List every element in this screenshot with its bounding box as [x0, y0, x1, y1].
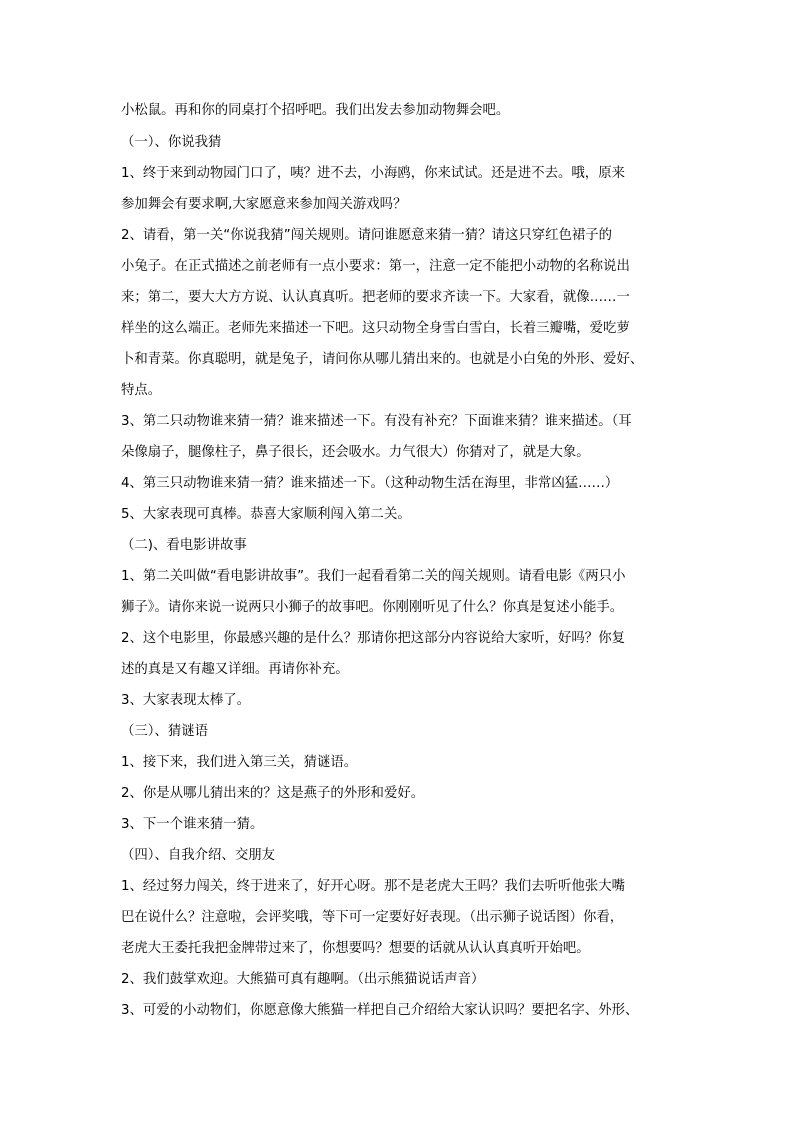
section-heading-2: （二)、看电影讲故事 — [121, 538, 247, 553]
section-heading-4: （四）、自我介绍、交朋友 — [121, 848, 275, 863]
text-line-22: 1、接下来，我们进入第三关，猜谜语。 — [121, 755, 358, 770]
text-line-19: 述的真是又有趣又详细。再请你补充。 — [121, 662, 349, 677]
text-line-13: 4、第三只动物谁来猜一猜？谁来描述一下。（这种动物生活在海里，非常凶猛……） — [121, 476, 619, 491]
text-line-29: 2、我们鼓掌欢迎。大熊猫可真有趣啊。（出示熊猫说话声音） — [121, 972, 485, 987]
text-line-18: 2、这个电影里，你最感兴趣的是什么？那请你把这部分内容说给大家听，好吗？你复 — [121, 631, 625, 646]
text-line-23: 2、你是从哪儿猜出来的？这是燕子的外形和爱好。 — [121, 786, 425, 801]
text-line-10: 特点。 — [121, 383, 162, 398]
text-line-4: 参加舞会有要求啊,大家愿意来参加闯关游戏吗？ — [121, 197, 407, 212]
text-line-5: 2、请看，第一关“你说我猜”闯关规则。请问谁愿意来猜一猜？请这只穿红色裙子的 — [121, 228, 613, 243]
text-line-14: 5、大家表现可真棒。恭喜大家顺利闯入第二关。 — [121, 507, 411, 522]
text-line-26: 1、经过努力闯关，终于进来了，好开心呀。那不是老虎大王吗？我们去听听他张大嘴 — [121, 879, 625, 894]
section-heading-1: （一）、你说我猜 — [121, 135, 222, 150]
text-line-30: 3、可爱的小动物们，你愿意像大熊猫一样把自己介绍给大家认识吗？要把名字、外形、 — [121, 1003, 639, 1018]
text-line-28: 老虎大王委托我把金牌带过来了，你想要吗？想要的话就从认认真真听开始吧。 — [121, 941, 590, 956]
text-line-8: 样坐的这么端正。老师先来描述一下吧。这只动物全身雪白雪白，长着三瓣嘴，爱吃萝 — [121, 321, 630, 336]
text-line-9: 卜和青菜。你真聪明，就是兔子，请问你从哪儿猜出来的。也就是小白兔的外形、爱好、 — [121, 352, 644, 367]
text-line-6: 小兔子。在正式描述之前老师有一点小要求：第一，注意一定不能把小动物的名称说出 — [121, 259, 630, 274]
text-line-1: 小松鼠。再和你的同桌打个招呼吧。我们出发去参加动物舞会吧。 — [121, 103, 510, 118]
section-heading-3: （三）、猜谜语 — [121, 724, 209, 739]
text-line-12: 朵像扇子，腿像柱子，鼻子很长，还会吸水。力气很大）你猜对了，就是大象。 — [121, 445, 590, 460]
text-line-24: 3、下一个谁来猜一猜。 — [121, 817, 264, 832]
text-line-17: 狮子》。请你来说一说两只小狮子的故事吧。你刚刚听见了什么？你真是复述小能手。 — [121, 600, 624, 615]
text-line-11: 3、第二只动物谁来猜一猜？谁来描述一下。有没有补充？下面谁来猜？谁来描述。（耳 — [121, 414, 632, 429]
text-line-7: 来；第二，要大大方方说、认认真真听。把老师的要求齐读一下。大家看，就像……一 — [121, 290, 630, 305]
text-line-20: 3、大家表现太棒了。 — [121, 693, 251, 708]
text-line-27: 巴在说什么？注意啦，会评奖哦，等下可一定要好好表现。（出示狮子说话图）你看， — [121, 910, 624, 925]
text-line-3: 1、终于来到动物园门口了，咦？进不去，小海鸥，你来试试。还是进不去。哦，原来 — [121, 166, 625, 181]
text-line-16: 1、第二关叫做“看电影讲故事”。我们一起看看第二关的闯关规则。请看电影《两只小 — [121, 569, 626, 584]
